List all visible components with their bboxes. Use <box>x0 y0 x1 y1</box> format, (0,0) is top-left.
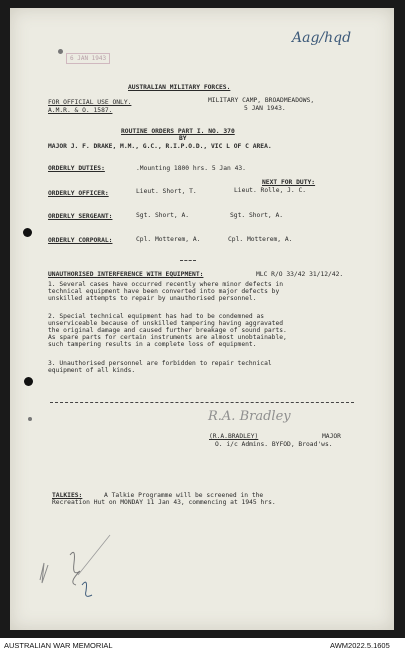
punch-hole-top <box>23 228 32 237</box>
talkies-label: TALKIES: <box>52 492 83 499</box>
paragraph-1-line-1: 1. Several cases have occurred recently where minor defects in <box>48 281 284 288</box>
orderly-officer-label: ORDERLY OFFICER: <box>48 190 109 197</box>
orders-by: BY <box>179 135 187 142</box>
location-line: MILITARY CAMP, BROADMEADOWS, <box>208 97 315 104</box>
pencil-scribble-marks <box>30 525 120 605</box>
signatory-name: (R.A.BRADLEY) <box>209 433 259 440</box>
interference-heading: UNAUTHORISED INTERFERENCE WITH EQUIPMENT: <box>48 271 204 278</box>
reference-line: A.M.R. & O. 1587. <box>48 107 113 114</box>
document-title: AUSTRALIAN MILITARY FORCES. <box>128 84 231 91</box>
paragraph-2-line-3: the original damage and caused further breakage of sound parts. <box>48 327 287 334</box>
catalogue-number: AWM2022.5.1605 <box>330 641 390 650</box>
pin-mark-top <box>58 49 63 54</box>
orderly-corporal-label: ORDERLY CORPORAL: <box>48 237 113 244</box>
handwritten-signature: R.A. Bradley <box>208 409 291 424</box>
paragraph-2-line-1: 2. Special technical equipment has had to be condemned as <box>48 313 265 320</box>
paragraph-3-line-2: equipment of all kinds. <box>48 367 136 374</box>
mounting-time: .Mounting 1800 hrs. 5 Jan 43. <box>136 165 246 172</box>
handwritten-annotation: Aag/hqd <box>292 30 352 46</box>
section-divider-long <box>50 402 354 403</box>
issuing-officer: MAJOR J. F. DRAKE, M.M., G.C., R.I.P.O.D., VIC L OF C AREA. <box>48 143 272 150</box>
pin-mark-bottom <box>28 417 32 421</box>
orderly-officer-current: Lieut. Short, T. <box>136 188 197 195</box>
archive-credit: AUSTRALIAN WAR MEMORIAL <box>4 641 113 650</box>
orderly-sergeant-current: Sgt. Short, A. <box>136 212 190 219</box>
classification-line: FOR OFFICIAL USE ONLY. <box>48 99 132 106</box>
signatory-title: O. i/c Admins. BYFOD, Broad'ws. <box>215 441 333 448</box>
paragraph-1-line-2: technical equipment have been converted into major defects by <box>48 288 280 295</box>
interference-reference: MLC R/O 33/42 31/12/42. <box>256 271 344 278</box>
orderly-corporal-current: Cpl. Motterem, A. <box>136 236 201 243</box>
paragraph-3-line-1: 3. Unauthorised personnel are forbidden to repair technical <box>48 360 272 367</box>
next-for-duty-label: NEXT FOR DUTY: <box>262 179 316 186</box>
orderly-corporal-next: Cpl. Motterem, A. <box>228 236 293 243</box>
orderly-sergeant-label: ORDERLY SERGEANT: <box>48 213 113 220</box>
paragraph-2-line-5: such tampering results in a complete loss of equipment. <box>48 341 257 348</box>
orders-heading: ROUTINE ORDERS PART I. NO. 370 <box>121 128 235 135</box>
orderly-duties-label: ORDERLY DUTIES: <box>48 165 105 172</box>
talkies-line-2: Recreation Hut on MONDAY 11 Jan 43, commencing at 1945 hrs. <box>52 499 276 506</box>
date-line: 5 JAN 1943. <box>244 105 286 112</box>
received-stamp: 6 JAN 1943 <box>66 53 110 64</box>
talkies-line-1: A Talkie Programme will be screened in the <box>104 492 264 499</box>
punch-hole-bottom <box>24 377 33 386</box>
paragraph-2-line-2: unserviceable because of unskilled tampering having aggravated <box>48 320 284 327</box>
signatory-rank: MAJOR <box>322 433 341 440</box>
orderly-sergeant-next: Sgt. Short, A. <box>230 212 284 219</box>
paragraph-1-line-3: unskilled attempts to repair by unauthorised personnel. <box>48 295 257 302</box>
section-divider-short <box>180 260 196 261</box>
paragraph-2-line-4: As spare parts for certain instruments are almost unobtainable, <box>48 334 287 341</box>
orderly-officer-next: Lieut. Rolle, J. C. <box>234 187 307 194</box>
